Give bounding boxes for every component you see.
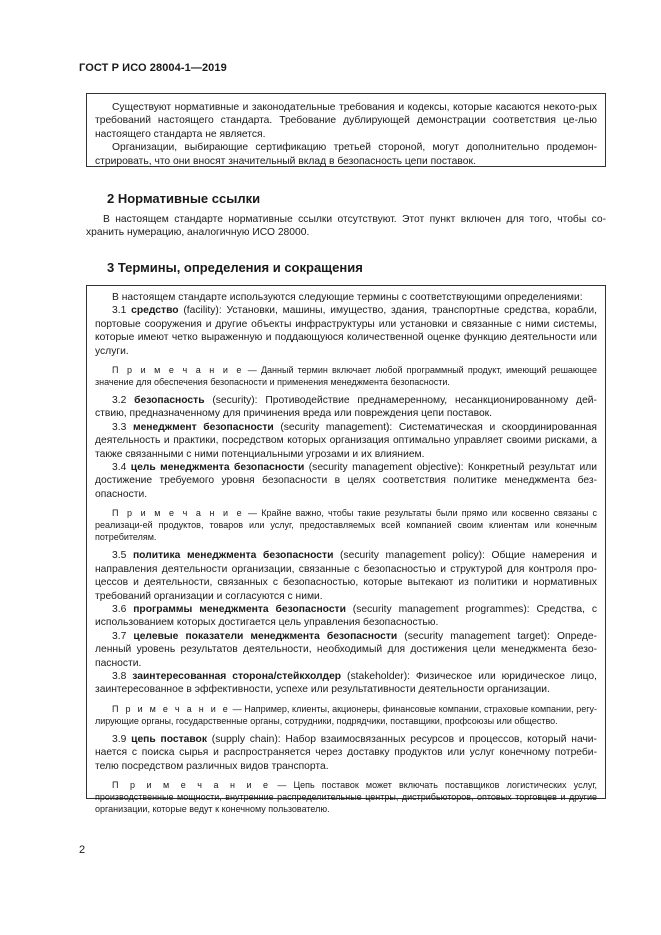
term-name: целевые показатели менеджмента безопасности (133, 630, 398, 642)
term-number: 3.2 (112, 395, 127, 407)
note-3-9 (95, 779, 597, 815)
term-definition: (supply chain): Набор взаимосвязанных ресурсов и процессов, который начи-нается с поиска сырья и распространяется через доставку продуктов или услуг конечному потреби-телю посредством различных видов транспорта. (95, 733, 597, 772)
term-name: программы менеджмента безопасности (133, 603, 346, 615)
term-number: 3.1 (112, 305, 127, 317)
section-2-paragraph: В настоящем стандарте нормативные ссылки отсутствуют. Этот пункт включен для того, чтобы со-хранить нумерацию, аналогичную ИСО 28000. (86, 214, 606, 239)
note-text: — Например, клиенты, акционеры, финансовые компании, страховые компании, регу-лирующие органы, государственные органы, сотрудники, подрядчики, поставщики, профсоюзы или общество. (95, 703, 597, 726)
term-number: 3.8 (112, 670, 127, 682)
note-text: — Цепь поставок может включать поставщиков логистических услуг, производственные мощности, внутренние распределительные центры, дистрибьюторов, оптовых торговцев и другие организации, которые ведут к конечному пользователю. (95, 779, 598, 814)
intro-box (86, 93, 606, 167)
note-3-4 (95, 507, 597, 543)
document-header: ГОСТ Р ИСО 28004-1—2019 (79, 62, 227, 74)
term-name: менеджмент безопасности (132, 421, 274, 433)
term-name: политика менеджмента безопасности (132, 550, 334, 562)
term-number: 3.5 (112, 550, 127, 562)
note-label: П р и м е ч а н и е (112, 365, 244, 376)
term-definition: (stakeholder): Физическое или юридическое лицо, заинтересованное в эффективности, успехе или результативности деятельности организации. (95, 670, 597, 696)
term-3-5 (95, 549, 597, 603)
section-2-heading: 2 Нормативные ссылки (107, 191, 261, 206)
note-3-1 (95, 364, 597, 388)
term-name: безопасность (134, 395, 205, 407)
note-text: — Данный термин включает любой программный продукт, имеющий решающее значение для обеспечения безопасности и применения менеджмента безопасности. (95, 365, 597, 388)
term-number: 3.9 (112, 733, 127, 745)
note-label: П р и м е ч а н и е (112, 779, 271, 790)
term-definition: (security): Противодействие преднамеренному, несанкционированному дей-ствию, предназначенному для причинения вреда или повреждения цепи поставок. (95, 395, 597, 420)
term-definition: (security management target): Опреде-ленный уровень результатов деятельности, необходимый для достижения цели менеджмента безо-пасности. (95, 630, 597, 669)
note-label: П р и м е ч а н и е (112, 703, 231, 714)
term-3-7 (95, 630, 597, 670)
term-3-9 (95, 733, 597, 773)
term-3-3 (95, 421, 597, 461)
term-number: 3.6 (112, 603, 127, 615)
term-name: заинтересованная сторона/стейкхолдер (132, 670, 342, 682)
term-number: 3.3 (112, 421, 127, 433)
note-label: П р и м е ч а н и е (112, 508, 244, 519)
term-3-6 (95, 603, 597, 630)
note-3-8 (95, 703, 597, 727)
term-3-1 (95, 304, 597, 358)
term-name: цель менеджмента безопасности (130, 462, 305, 474)
section-2-text (86, 213, 606, 240)
term-definition: (security management programmes): Средства, с использованием которых достигается цель управления безопасностью. (95, 603, 597, 629)
term-number: 3.7 (112, 630, 127, 642)
terms-intro: В настоящем стандарте используются следующие термины с соответствующими определениями: (112, 292, 583, 303)
term-definition: (facility): Установки, машины, имущество, здания, транспортные средства, корабли, портовые сооружения и другие объекты инфраструктуры или установки и связанные с ними системы, которые имеют четко выраженную и поддающуюся количественной оценке функцию деятельности или услуги. (95, 305, 597, 357)
term-3-8 (95, 670, 597, 697)
section-3-heading: 3 Термины, определения и сокращения (107, 260, 363, 275)
term-3-2 (95, 394, 597, 421)
term-number: 3.4 (112, 462, 127, 474)
note-text: — Крайне важно, чтобы такие результаты были прямо или косвенно связаны с реализаци-ей продуктов, товаров или услуг, предоставляемых всей компанией своим клиентам или конечным потребителям. (95, 508, 597, 543)
intro-paragraph: Существуют нормативные и законодательные требования и кодексы, которые касаются некото-рых требований настоящего стандарта. Требование дублирующей демонстрации соответствия це-лью настоящего стандарта не является. (95, 102, 597, 140)
term-definition: (security management): Систематическая и скоординированная деятельность и практики, посредством которых организация оптимально управляет своими рисками, а также связанными с ними потенциальными угрозами и их влиянием. (95, 421, 597, 460)
page-number: 2 (79, 844, 86, 856)
term-name: средство (131, 305, 179, 317)
term-name: цепь поставок (131, 733, 207, 745)
term-definition: (security management policy): Общие намерения и направления деятельности организации, связанные с безопасностью и структурой для контроля про-цессов и деятельности, связанных с безопасностью, которые вытекают из политики и нормативных требований организации и согласуются с ними. (95, 550, 597, 602)
term-definition: (security management objective): Конкретный результат или достижение требуемого уровня безопасности в целях соответствия политике менеджмента без-опасности. (95, 462, 597, 500)
terms-box (86, 285, 606, 814)
intro-paragraph: Организации, выбирающие сертификацию третьей стороной, могут дополнительно продемон-стрировать, что они вносят значительный вклад в безопасность цепи поставок. (95, 142, 597, 167)
term-3-4 (95, 461, 597, 501)
